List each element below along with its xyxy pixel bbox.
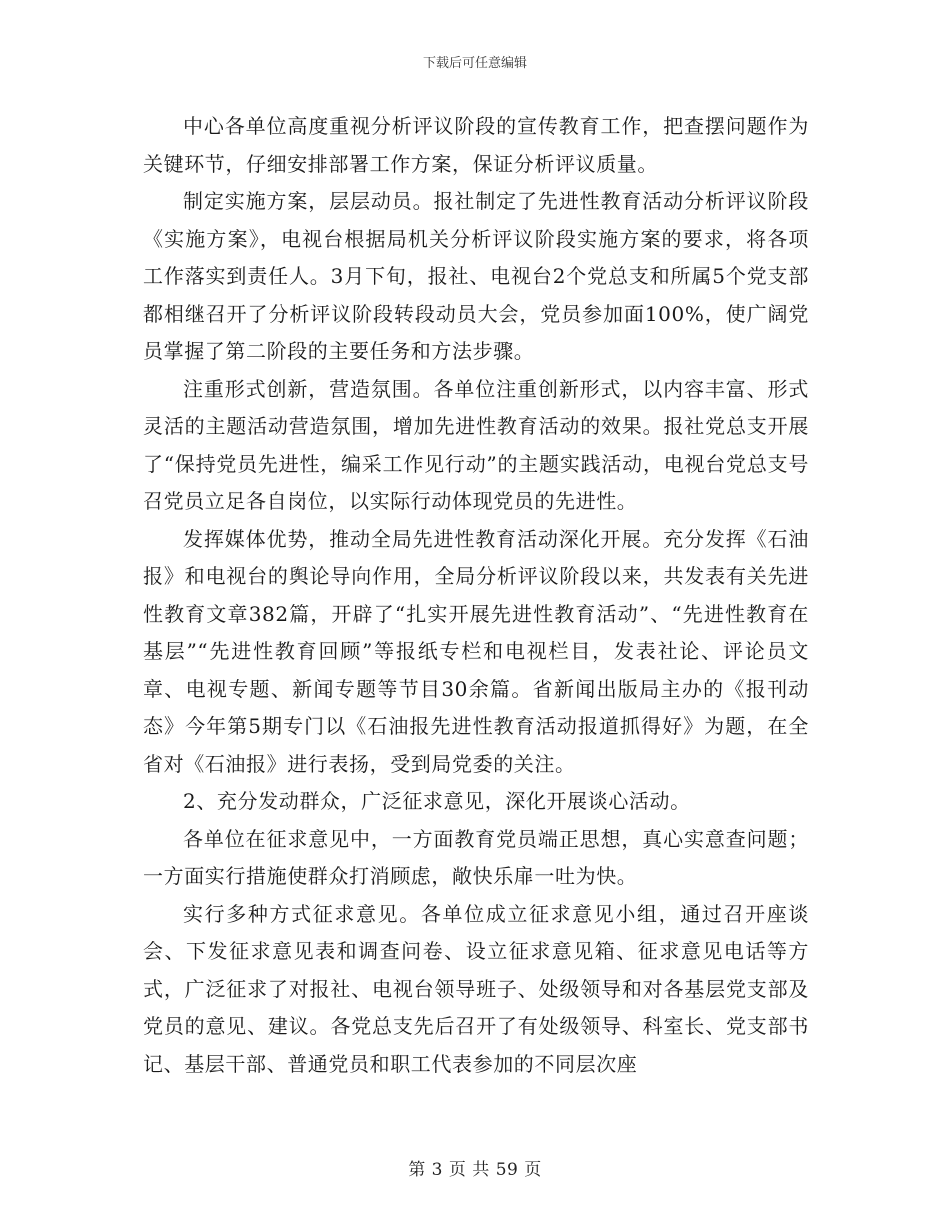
paragraph-1: 中心各单位高度重视分析评议阶段的宣传教育工作，把查摆问题作为关键环节，仔细安排部署工作方案，保证分析评议质量。 xyxy=(143,114,809,176)
paragraph-2: 制定实施方案，层层动员。报社制定了先进性教育活动分析评议阶段《实施方案》，电视台根据局机关分析评议阶段实施方案的要求，将各项工作落实到责任人。3月下旬，报社、电视台2个党总支和所属5个党支部都相继召开了分析评议阶段转段动员大会，党员参加面100%，使广阔党员掌握了第二阶段的主要任务和方法步骤。 xyxy=(143,189,809,363)
page-footer: 第 3 页 共 59 页 xyxy=(408,1160,542,1180)
paragraph-7: 实行多种方式征求意见。各单位成立征求意见小组，通过召开座谈会、下发征求意见表和调查问卷、设立征求意见箱、征求意见电话等方式，广泛征求了对报社、电视台领导班子、处级领导和对各基层党支部及党员的意见、建议。各党总支先后召开了有处级领导、科室长、党支部书记、基层干部、普通党员和职工代表参加的不同层次座 xyxy=(143,901,809,1076)
page-header: 下载后可任意编辑 xyxy=(422,56,527,71)
paragraph-3: 注重形式创新，营造氛围。各单位注重创新形式，以内容丰富、形式灵活的主题活动营造氛围，增加先进性教育活动的效果。报社党总支开展了“保持党员先进性，编采工作见行动”的主题实践活动，电视台党总支号召党员立足各自岗位，以实际行动体现党员的先进性。 xyxy=(143,376,809,513)
paragraph-4: 发挥媒体优势，推动全局先进性教育活动深化开展。充分发挥《石油报》和电视台的舆论导向作用，全局分析评议阶段以来，共发表有关先进性教育文章382篇，开辟了“扎实开展先进性教育活动”、“先进性教育在基层”“先进性教育回顾”等报纸专栏和电视栏目，发表社论、评论员文章、电视专题、新闻专题等节目30余篇。省新闻出版局主办的《报刊动态》今年第5期专门以《石油报先进性教育活动报道抓得好》为题，在全省对《石油报》进行表扬，受到局党委的关注。 xyxy=(143,526,809,776)
document-body xyxy=(143,108,809,1083)
paragraph-5: 2、充分发动群众，广泛征求意见，深化开展谈心活动。 xyxy=(183,789,691,813)
paragraph-6: 各单位在征求意见中，一方面教育党员端正思想，真心实意查问题；一方面实行措施使群众打消顾虑，敞快乐扉一吐为快。 xyxy=(143,826,809,888)
